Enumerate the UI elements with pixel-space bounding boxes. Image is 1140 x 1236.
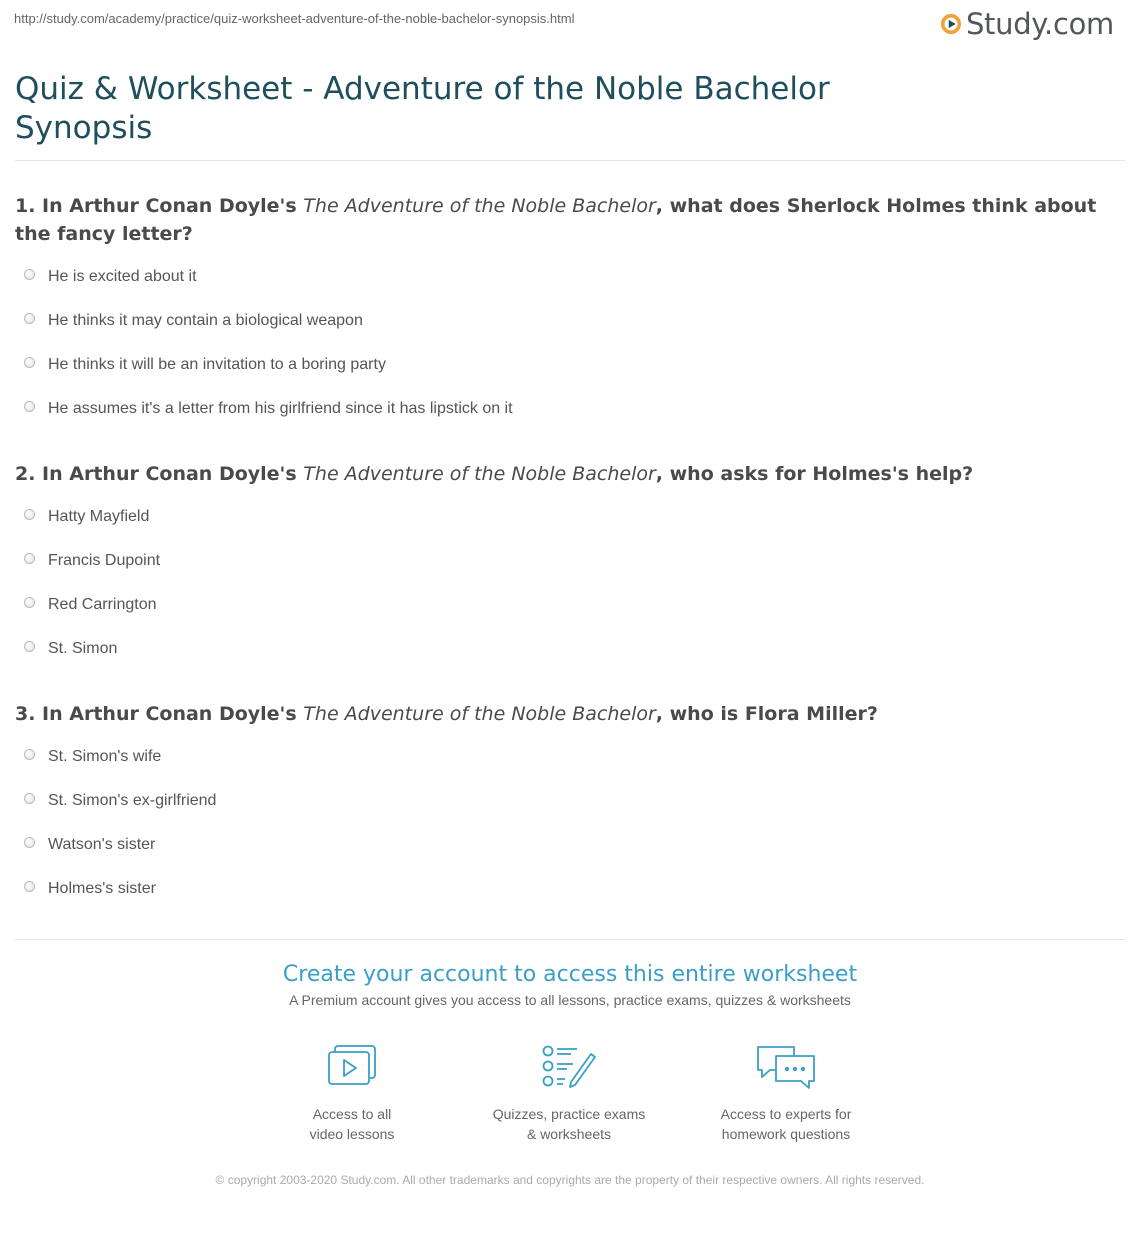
radio-button[interactable] [24, 641, 35, 652]
radio-button[interactable] [24, 597, 35, 608]
feature-line: video lessons [309, 1126, 395, 1142]
radio-button[interactable] [24, 793, 35, 804]
play-logo-icon [940, 13, 962, 35]
answer-label: Red Carrington [48, 596, 157, 613]
answer-option[interactable] [24, 310, 363, 332]
radio-button[interactable] [24, 837, 35, 848]
answer-option[interactable] [24, 506, 149, 528]
radio-button[interactable] [24, 881, 35, 892]
answer-label: He thinks it may contain a biological weapon [48, 312, 363, 329]
cta-subheading: A Premium account gives you access to all lessons, practice exams, quizzes & worksheets [289, 992, 851, 1008]
copyright-text: © copyright 2003-2020 Study.com. All other trademarks and copyrights are the property of their respective owners. All rights reserved. [215, 1173, 925, 1187]
question-suffix: , who asks for Holmes's help? [655, 463, 974, 485]
question-2 [15, 460, 1115, 488]
answer-label: Holmes's sister [48, 880, 156, 897]
answer-label: St. Simon's wife [48, 748, 162, 765]
radio-button[interactable] [24, 313, 35, 324]
answer-label: Hatty Mayfield [48, 508, 150, 525]
question-prefix: 2. In Arthur Conan Doyle's [15, 463, 304, 485]
question-prefix: 1. In Arthur Conan Doyle's [15, 195, 304, 217]
answer-label: He assumes it's a letter from his girlfriend since it has lipstick on it [48, 400, 513, 417]
radio-button[interactable] [24, 401, 35, 412]
answer-option[interactable] [24, 638, 117, 660]
answer-label: Francis Dupoint [48, 552, 161, 569]
divider [15, 939, 1125, 940]
create-account-link[interactable]: Create your account to access this entire worksheet [282, 962, 858, 987]
answer-option[interactable] [24, 550, 160, 572]
answer-label: He is excited about it [48, 268, 197, 285]
radio-button[interactable] [24, 509, 35, 520]
question-1 [15, 192, 1115, 248]
answer-option[interactable] [24, 746, 161, 768]
feature-experts [686, 1044, 886, 1144]
feature-line: Access to experts for [720, 1106, 852, 1122]
answer-label: Watson's sister [48, 836, 156, 853]
question-3 [15, 700, 1115, 728]
feature-line: Quizzes, practice exams [492, 1106, 646, 1122]
question-prefix: 3. In Arthur Conan Doyle's [15, 703, 304, 725]
answer-label: St. Simon's ex-girlfriend [48, 792, 217, 809]
radio-button[interactable] [24, 357, 35, 368]
answer-label: St. Simon [48, 640, 118, 657]
quiz-checklist-icon [541, 1044, 597, 1090]
radio-button[interactable] [24, 749, 35, 760]
page-title: Quiz & Worksheet - Adventure of the Noble Bachelor Synopsis [15, 71, 830, 146]
answer-option[interactable] [24, 398, 513, 420]
book-title: The Adventure of the Noble Bachelor [303, 195, 656, 217]
answer-option[interactable] [24, 266, 197, 288]
feature-line: & worksheets [526, 1126, 612, 1142]
feature-video-lessons [252, 1044, 452, 1144]
feature-quizzes [469, 1044, 669, 1144]
book-title: The Adventure of the Noble Bachelor [303, 703, 656, 725]
answer-option[interactable] [24, 354, 386, 376]
study-logo[interactable] [940, 6, 1114, 42]
answer-option[interactable] [24, 834, 155, 856]
feature-line: Access to all [312, 1106, 392, 1122]
answer-option[interactable] [24, 790, 216, 812]
page-url: http://study.com/academy/practice/quiz-worksheet-adventure-of-the-noble-bachelor-synopsis.html [14, 11, 575, 26]
video-lesson-icon [327, 1044, 377, 1090]
radio-button[interactable] [24, 269, 35, 280]
answer-option[interactable] [24, 594, 157, 616]
book-title: The Adventure of the Noble Bachelor [303, 463, 656, 485]
feature-line: homework questions [721, 1126, 851, 1142]
question-suffix: , who is Flora Miller? [655, 703, 878, 725]
logo-text: Study.com [965, 7, 1114, 41]
divider [15, 160, 1125, 161]
answer-option[interactable] [24, 878, 156, 900]
question-suffix: , what does Sherlock Holmes think about the fancy letter? [15, 195, 1097, 245]
answer-label: He thinks it will be an invitation to a boring party [48, 356, 386, 373]
radio-button[interactable] [24, 553, 35, 564]
chat-bubbles-icon [754, 1044, 818, 1090]
